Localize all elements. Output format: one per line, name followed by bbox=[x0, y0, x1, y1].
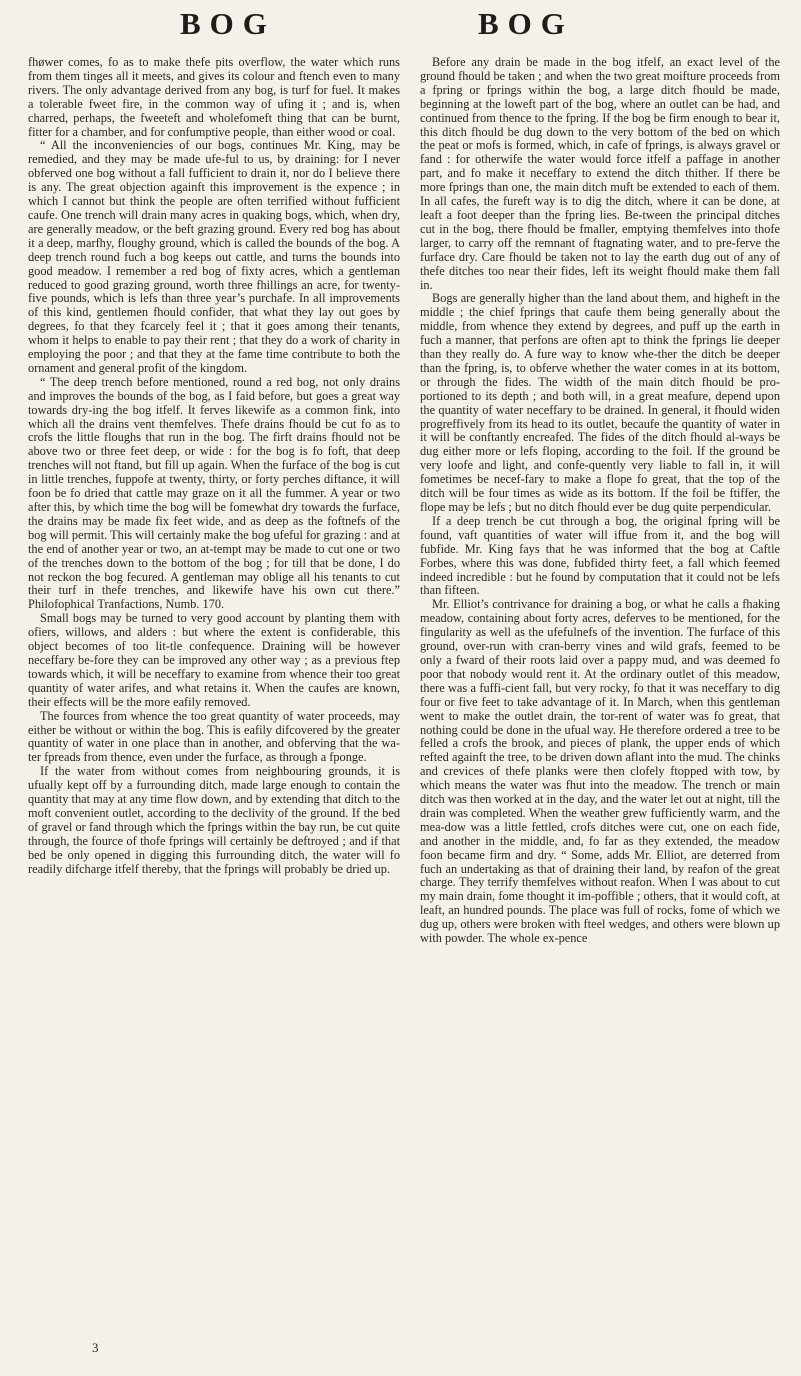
paragraph: The fources from whence the too great quantity of water proceeds, may either be without or within the bog. This is eafily difcovered by the greater quantity of water in one place than in another, and obferving that the wa-ter fpreads from thence, even under the furface, as through a fponge. bbox=[28, 708, 400, 765]
paragraph: Before any drain be made in the bog itfelf, an exact level of the ground fhould be taken ; and when the two great moifture proceeds from a fpring or fprings within the bog, a large ditch fhould be made, beginning at the loweft part of the bog, where an outlet can be had, and continued from thence to the fpring. If the bog be firm enough to bear it, this ditch fhould be dug down to the very bottom of the bed on which the peat or mofs is formed, which, in cafe of fprings, is always gravel or fand : for otherwife the water would force itfelf a paffage in another part, and fo make it neceffary to extend the ditch thither. If there be more fprings than one, the main ditch muft be extended to each of them. In all cafes, the fureft way is to dig the ditch, where it can be done, at leaft a foot deeper than the fpring lies. Be-tween the principal ditches cut in the bog, there fhould be fmaller, emptying themfelves into thofe larger, to carry off the remnant of ftagnating water, and to pre-ferve the furface dry. Care fhould be taken not to lay the earth dug out of any of thefe ditches too near their fides, left its weight fhould make them fall in. bbox=[420, 56, 780, 292]
left-column bbox=[28, 56, 400, 1356]
header-left-word: BOG bbox=[180, 6, 276, 41]
paragraph: Bogs are generally higher than the land about them, and higheft in the middle ; the chief fprings that caufe them being generally about the middle, from whence they extend by degrees, and puff up the earth in fuch a manner, that perfons are often apt to think the fprings lie deeper than they really do. A fure way to know whe-ther the ditch be deeper than the fpring, is, to obferve whether the water comes in at its bottom, or through the fides. The width of the main ditch fhould be pro-portioned to its depth ; and both will, in a great meafure, depend upon the quantity of water neceffary to be drained. In general, it fhould widen progreffively from its head to its outlet, becaufe the quantity of water in it will be conftantly encreafed. The fides of the ditch fhould al-ways be dug either more or lefs floping, according to the foil. If the ground be very loofe and light, and confe-quently very liable to fall in, it will fometimes be necef-fary to make a flope fo great, that the top of the ditch will be four times as wide as its bottom. If the foil be ftiffer, the flope may be lefs ; but no ditch fhould ever be dug quite perpendicular. bbox=[420, 291, 780, 514]
paragraph: Mr. Elliot’s contrivance for draining a bog, or what he calls a fhaking meadow, containing about forty acres, deferves to be mentioned, for the fingularity as well as the ufefulnefs of the invention. The furface of this ground, over-run with cran-berry vines and wild grafs, feemed to be only a fward of their roots laid over a pappy mud, and was deemed fo poor that nobody would rent it. At the ordinary outlet of this meadow, there was a fuffi-cient fall, but very rocky, fo that it was neceffary to dig four or five feet to take advantage of it. In March, when this gentleman went to make the outlet drain, the tor-rent of water was fo great, that nothing could be done in the ufual way. He therefore ordered a tree to be felled a crofs the brook, and pieces of plank, the upper ends of which refted againft the tree, to be driven down aflant into the mud. The chinks and crevices of thefe planks were then clofely ftopped with tow, by which means the water was fhut into the meadow. The trench or main ditch was then worked at in the day, and the water let out at night, till the drain was completed. When the weather grew fufficiently warm, and the mea-dow was a little fettled, crofs ditches were cut, one on each fide, and another in the middle, and, fo far as they extended, the meadow foon became firm and dry. “ Some, adds Mr. Elliot, are deterred from fuch an undertaking as that of draining their land, by reafon of the great charge. They terrify themfelves without reafon. When I was about to cut my main drain, fome thought it im-poffible ; others, that it would coft, at leaft, an hundred pounds. The place was full of rocks, fome of which we dug up, others were broken with fteel wedges, and others were blown up with powder. The whole ex-pence bbox=[420, 597, 780, 946]
header-right-word: BOG bbox=[478, 6, 574, 41]
right-column bbox=[420, 56, 780, 1356]
paragraph: “ The deep trench before mentioned, round a red bog, not only drains and improves the bounds of the bog, as I faid before, but goes a great way towards dry-ing the bog itfelf. It ferves likewife as a common fink, into which all the drains vent themfelves. Thefe drains fhould be cut fo as to crofs the little floughs that run in the bog. The firft drains fhould not be above two or three feet deep, or wide : for the bog is fo foft, that deep trenches will not ftand, but fill up again. When the furface of the bog is cut in little trenches, fuppofe at twenty, thirty, or forty perches diftance, it will foon be fo dried that cattle may graze on it all the fummer. A year or two after this, by which time the bog will be fomewhat dry towards the furface, the drains may be made fix feet wide, and as deep as the foftnefs of the bog will permit. This will certainly make the bog ufeful for grazing : and at the end of another year or two, an at-tempt may be made to cut one or two of the trenches down to the bottom of the bog ; for till that be done, I do not reckon the bog fecured. A gentleman may oblige all his tenants to cut their turf in thefe trenches, and likewife have his own cut there.” Philofophical Tranfactions, Numb. 170. bbox=[28, 374, 400, 612]
paragraph: If a deep trench be cut through a bog, the original fpring will be found, vaft quantities of water will iffue from it, and the bog will fubfide. Mr. King fays that he was informed that the bog at Caftle Forbes, where this was done, fubfided thirty feet, a fall which feemed indeed incredible : but he found by computation that it could not be lefs than fifteen. bbox=[420, 513, 780, 598]
paragraph: Small bogs may be turned to very good account by planting them with ofiers, willows, and alders : but where the extent is confiderable, this object becomes of too lit-tle confequence. Draining will be however neceffary be-fore they can be improved any other way ; as a previous ftep towards which, it will be neceffary to examine from whence their too great quantity of water arifes, and what retains it. When the caufes are known, their effects will be the more eafily removed. bbox=[28, 611, 400, 709]
page-number: 3 bbox=[92, 1340, 99, 1355]
paragraph: “ All the inconveniencies of our bogs, continues Mr. King, may be remedied, and they may be made ufe-ful to us, by draining: for I never obferved one bog without a fall fufficient to drain it, nor do I believe there is any. The great objection againft this improvement is the expence ; in which I cannot but think the people are often terrified without fufficient caufe. One trench will drain many acres in quaking bogs, which, when dry, are generally meadow, or the beft grazing ground. Every red bog has about it a deep, marfhy, floughy ground, which is called the bounds of the bog. A deep trench round fuch a bog keeps out cattle, and turns the bounds into good meadow. I remember a red bog of fixty acres, which a gentleman reduced to good grazing ground, worth three fhillings an acre, for twenty-five pounds, which is lefs than three year’s purchafe. In all improvements of this kind, gentlemen fhould confider, that what they lay out goes by degrees, fo that they fcarcely feel it ; that it goes among their tenants, whom it helps to enable to pay their rent ; that they do a work of charity in employing the poor ; and that they at the fame time contribute to both the ornament and general profit of the kingdom. bbox=[28, 138, 400, 375]
running-header bbox=[0, 6, 801, 46]
paragraph: fhøwer comes, fo as to make thefe pits overflow, the water which runs from them tinges all it meets, and gives its colour and ftench even to many rivers. The only advantage derived from any bog, is turf for fuel. It makes a tolerable fweet fire, in the common way of ufing it ; and is, when charred, perhaps, the fweeteft and wholefomeft thing that can be burnt, fitter for a chamber, and for confumptive people, than either wood or coal. bbox=[28, 56, 400, 139]
paragraph: If the water from without comes from neighbouring grounds, it is ufually kept off by a furrounding ditch, made large enough to contain the quantity that may at any time flow down, and by extending that ditch to the moft convenient outlet, according to the declivity of the ground. If the bed of gravel or fand through which the fprings within the bay run, be cut quite through, the fource of thofe fprings will certainly be deftroyed ; and if that bed be only opened in digging this furrounding ditch, the water will fo readily difcharge itfelf thereby, that the fprings will probably be dried up. bbox=[28, 764, 400, 876]
